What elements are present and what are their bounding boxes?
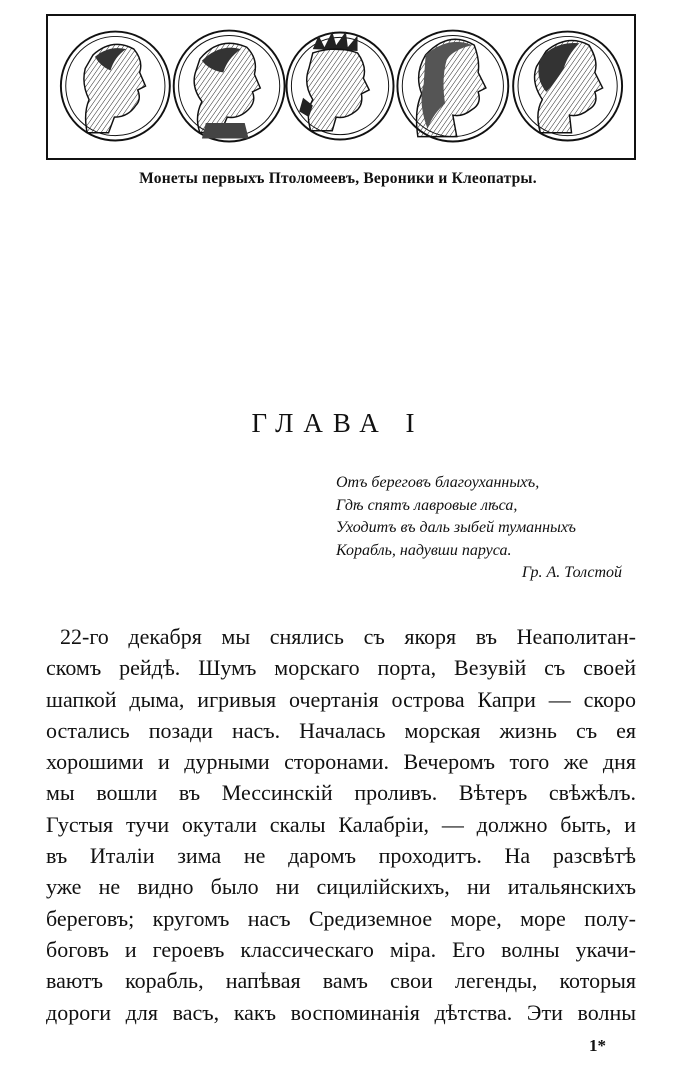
body-line: 22-го декабря мы снялись съ якоря въ Неаполитан- [60,624,636,649]
epigraph-line: Гдѣ спятъ лавровые лѣса, [336,496,518,514]
epigraph [336,472,636,585]
body-line: скомъ рейдѣ. Шумъ морскаго порта, Везувій съ своей [46,655,636,681]
body-line: хорошими и дурными сторонами. Вечеромъ того же дня [46,749,636,775]
body-paragraph [46,621,636,1028]
coin-ptolemy-1 [61,32,170,141]
illustration-caption: Монеты первыхъ Птоломеевъ, Вероники и Клеопатры. [139,170,537,187]
coins-illustration [46,14,636,160]
coin-cleopatra [513,32,622,141]
body-line: ваютъ корабль, напѣвая вамъ свои легенды, которыя [46,968,636,994]
epigraph-line: Отъ береговъ благоуханныхъ, [336,474,540,491]
epigraph-line: Корабль, надувши паруса. [336,541,512,559]
body-line: шапкой дыма, игривыя очертанія острова Капри — скоро [46,686,636,712]
epigraph-line: Уходитъ въ даль зыбей туманныхъ [336,519,576,536]
body-line: въ Италіи зима не даромъ проходитъ. На разсвѣтѣ [46,843,636,869]
page-number: 1* [589,1036,606,1055]
chapter-title: ГЛАВА I [251,408,425,438]
body-line: остались позади насъ. Началась морская жизнь съ ея [46,717,636,743]
body-line: боговъ и героевъ классическаго міра. Его волны укачи- [46,936,636,962]
body-line: береговъ; кругомъ насъ Средиземное море, море полу- [46,905,636,931]
coins-engraving [48,16,634,158]
coin-ptolemy-radiate [287,32,394,140]
body-line: мы вошли въ Мессинскій проливъ. Вѣтеръ свѣжѣлъ. [46,780,636,806]
epigraph-author: Гр. А. Толстой [521,564,622,581]
coin-ptolemy-2 [174,31,285,142]
body-line: дороги для васъ, какъ воспоминанія дѣтства. Эти волны [46,999,636,1025]
body-line: уже не видно было ни сицилійскихъ, ни итальянскихъ [46,874,636,900]
coin-veronica [397,31,508,142]
body-line: Густыя тучи окутали скалы Калабріи, — должно быть, и [46,811,636,837]
